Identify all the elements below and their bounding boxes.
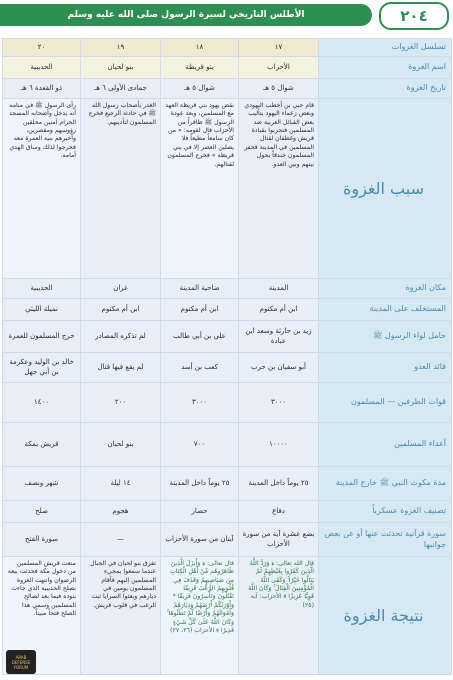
battle-banner: خرج المسلمون للعمرة bbox=[3, 321, 81, 353]
enemy-count: بنو لحيان bbox=[81, 423, 161, 467]
battle-name: الحديبية bbox=[3, 57, 81, 79]
muslim-count: ١٤٠٠ bbox=[3, 383, 81, 423]
battle-classification: صلح bbox=[3, 501, 81, 523]
battle-cause: قام حيي بن أخطب اليهودي وبعض زعماء اليهود بتأليب بعض القبائل العربية ضد المسلمين فتحزبوا بقيادة قريش وغطفان لقتال المسلمين في المدينة فحفر المسلمون خندقاً يحول بينهم وبين العدو. bbox=[239, 99, 319, 279]
battle-name: بنو قريظة bbox=[161, 57, 239, 79]
row-muslim-forces bbox=[3, 383, 452, 423]
battle-date: ذو القعدة ٦ هـ bbox=[3, 79, 81, 99]
battle-cause: نقض يهود بني قريظة العهد مع المسلمين، وبعد عودة الرسول ﷺ ظافراً من الأحزاب قال لقومه: « من كان سامعاً مطيعاً فلا يصلين العصر إلا في بني قريظة » فخرج المسلمون لقتالهم. bbox=[161, 99, 239, 279]
battle-cause: الغدر بأصحاب رسول الله ﷺ في حادثة الرجيع فخرج المسلمون لتأديبهم. bbox=[81, 99, 161, 279]
row-surahs bbox=[3, 523, 452, 557]
page-header bbox=[0, 0, 453, 30]
enemy-leader: خالد بن الوليد وعكرمة بن أبي جهل bbox=[3, 353, 81, 383]
row-classification bbox=[3, 501, 452, 523]
label-forces: قوات الطرفين bbox=[397, 397, 446, 407]
battle-classification: هجوم bbox=[81, 501, 161, 523]
label-cause: سبب الغزوة bbox=[319, 99, 452, 279]
battle-surah: — bbox=[81, 523, 161, 557]
enemy-count: قريش بمكة bbox=[3, 423, 81, 467]
battle-date: جمادى الأولى ٦ هـ bbox=[81, 79, 161, 99]
label-result: نتيجة الغزوة bbox=[319, 557, 452, 675]
battle-duration: ٢٥ يوماً داخل المدينة bbox=[239, 467, 319, 501]
col-num: ١٨ bbox=[161, 39, 239, 57]
label-enemies: أعداء المسلمين bbox=[319, 423, 452, 467]
battle-deputy: نميلة الليثي bbox=[3, 299, 81, 321]
enemy-leader: أبو سفيان بن حرب bbox=[239, 353, 319, 383]
label-classification: تصنيف الغزوة عسكرياً bbox=[319, 501, 452, 523]
battle-place: الحديبية bbox=[3, 279, 81, 299]
battle-date: شوال ٥ هـ bbox=[161, 79, 239, 99]
label-name: اسم الغزوة bbox=[319, 57, 452, 79]
header-bar bbox=[0, 4, 372, 26]
muslim-count: ٢٠٠ bbox=[81, 383, 161, 423]
battle-result: منعت قريش المسلمين من دخول مكة فحدثت بيعة الرضوان وانتهت الغزوة بصلح الحديبية الذي جاءت بنوده فيما بعد لصالح المسلمين وسمي هذا الصلح فتحاً مبيناً. bbox=[3, 557, 81, 675]
battle-name: بنو لحيان bbox=[81, 57, 161, 79]
enemy-leader: لم يقع فيها قتال bbox=[81, 353, 161, 383]
label-forces-muslims: قوات الطرفين — المسلمون bbox=[319, 383, 452, 423]
book-title: الأطلس التاريخي لسيرة الرسول صلى الله عليه وسلم bbox=[67, 10, 305, 20]
enemy-count: ١٠٠٠٠ bbox=[239, 423, 319, 467]
battles-table bbox=[2, 38, 452, 675]
battle-duration: ١٤ ليلة bbox=[81, 467, 161, 501]
battle-result: قال تعالى: ﴿ وَأَنزَلَ الَّذِينَ ظَاهَرُوهُم مِّنْ أَهْلِ الْكِتَابِ مِن صَيَاصِيهِمْ وَقَذَفَ فِي قُلُوبِهِمُ الرُّعْبَ فَرِيقًا تَقْتُلُونَ وَتَأْسِرُونَ فَرِيقًا * وَأَوْرَثَكُمْ أَرْضَهُمْ وَدِيَارَهُمْ وَأَمْوَالَهُمْ وَأَرْضًا لَّمْ تَطَئُوهَا ۚ وَكَانَ اللَّهُ عَلَىٰ كُلِّ شَيْءٍ قَدِيرًا ﴾ الأحزاب (٢٦، ٢٧) bbox=[161, 557, 239, 675]
row-cause bbox=[3, 99, 452, 279]
label-enemy-leader: قائد العدو bbox=[319, 353, 452, 383]
label-surahs: سورة قرآنية تحدثت عنها أو عن بعض جوانبها bbox=[319, 523, 452, 557]
label-banner: حامل لواء الرسول ﷺ bbox=[319, 321, 452, 353]
enemy-leader: كعب بن أسد bbox=[161, 353, 239, 383]
battle-classification: حصار bbox=[161, 501, 239, 523]
row-place bbox=[3, 279, 452, 299]
battle-duration: شهر ونصف bbox=[3, 467, 81, 501]
label-muslims: المسلمون bbox=[350, 397, 385, 407]
enemy-count: ٧٠٠ bbox=[161, 423, 239, 467]
muslim-count: ٣٠٠٠ bbox=[161, 383, 239, 423]
battle-deputy: ابن أم مكتوم bbox=[81, 299, 161, 321]
battle-duration: ٢٥ يوماً داخل المدينة bbox=[161, 467, 239, 501]
battle-place: غران bbox=[81, 279, 161, 299]
row-duration bbox=[3, 467, 452, 501]
battle-banner: لم تذكره المصادر bbox=[81, 321, 161, 353]
muslim-count: ٣٠٠٠ bbox=[239, 383, 319, 423]
battle-banner: علي بن أبي طالب bbox=[161, 321, 239, 353]
row-banner bbox=[3, 321, 452, 353]
col-num: ١٧ bbox=[239, 39, 319, 57]
label-series: تسلسل الغزوات bbox=[319, 39, 452, 57]
label-date: تاريخ الغزوة bbox=[319, 79, 452, 99]
battle-surah: آيتان من سورة الأحزاب bbox=[161, 523, 239, 557]
page-number: ٢٠٤ bbox=[379, 2, 449, 30]
battle-surah: سورة الفتح bbox=[3, 523, 81, 557]
row-enemy-forces bbox=[3, 423, 452, 467]
col-num: ١٩ bbox=[81, 39, 161, 57]
col-num: ٢٠ bbox=[3, 39, 81, 57]
battle-deputy: ابن أم مكتوم bbox=[239, 299, 319, 321]
battle-deputy: ابن أم مكتوم bbox=[161, 299, 239, 321]
battle-date: شوال ٥ هـ bbox=[239, 79, 319, 99]
battle-classification: دفاع bbox=[239, 501, 319, 523]
label-duration: مدة مكوث النبي ﷺ خارج المدينة bbox=[319, 467, 452, 501]
label-deputy: المستخلف على المدينة bbox=[319, 299, 452, 321]
forum-logo: ARAB DEFENSE FORUM bbox=[6, 650, 36, 674]
row-enemy-leader bbox=[3, 353, 452, 383]
battle-cause: رأى الرسول ﷺ في منامه أنه يدخل وأصحابه المسجد الحرام آمنين محلقين رؤوسهم ومقصرين، وأخبرهم بنية العمرة معه فخرجوا لذلك وساق الهدي أمامه. bbox=[3, 99, 81, 279]
label-place: مكان الغزوة bbox=[319, 279, 452, 299]
row-date bbox=[3, 79, 452, 99]
battle-banner: زيد بن حارثة وسعد ابن عبادة bbox=[239, 321, 319, 353]
row-series bbox=[3, 39, 452, 57]
row-deputy bbox=[3, 299, 452, 321]
battle-name: الأحزاب bbox=[239, 57, 319, 79]
battle-result: قال الله تعالى: ﴿ وَرَدَّ اللَّهُ الَّذِينَ كَفَرُوا بِغَيْظِهِمْ لَمْ يَنَالُوا خَيْرًا ۚ وَكَفَى اللَّهُ الْمُؤْمِنِينَ الْقِتَالَ ۚ وَكَانَ اللَّهُ قَوِيًّا عَزِيزًا ﴾ الأحزاب: آية (٢٥) bbox=[239, 557, 319, 675]
battle-place: المدينة bbox=[239, 279, 319, 299]
battle-place: ضاحية المدينة bbox=[161, 279, 239, 299]
battle-surah: بضع عشرة آية من سورة الأحزاب bbox=[239, 523, 319, 557]
row-name bbox=[3, 57, 452, 79]
row-result bbox=[3, 557, 452, 675]
battle-result: تفرق بنو لحيان في الجبال عندما سمعوا بمجيء المسلمين إليهم فأقام المسلمون يومين في ديارهم وبعثوا السرايا ثبت الرعب في قلوب قريش. bbox=[81, 557, 161, 675]
